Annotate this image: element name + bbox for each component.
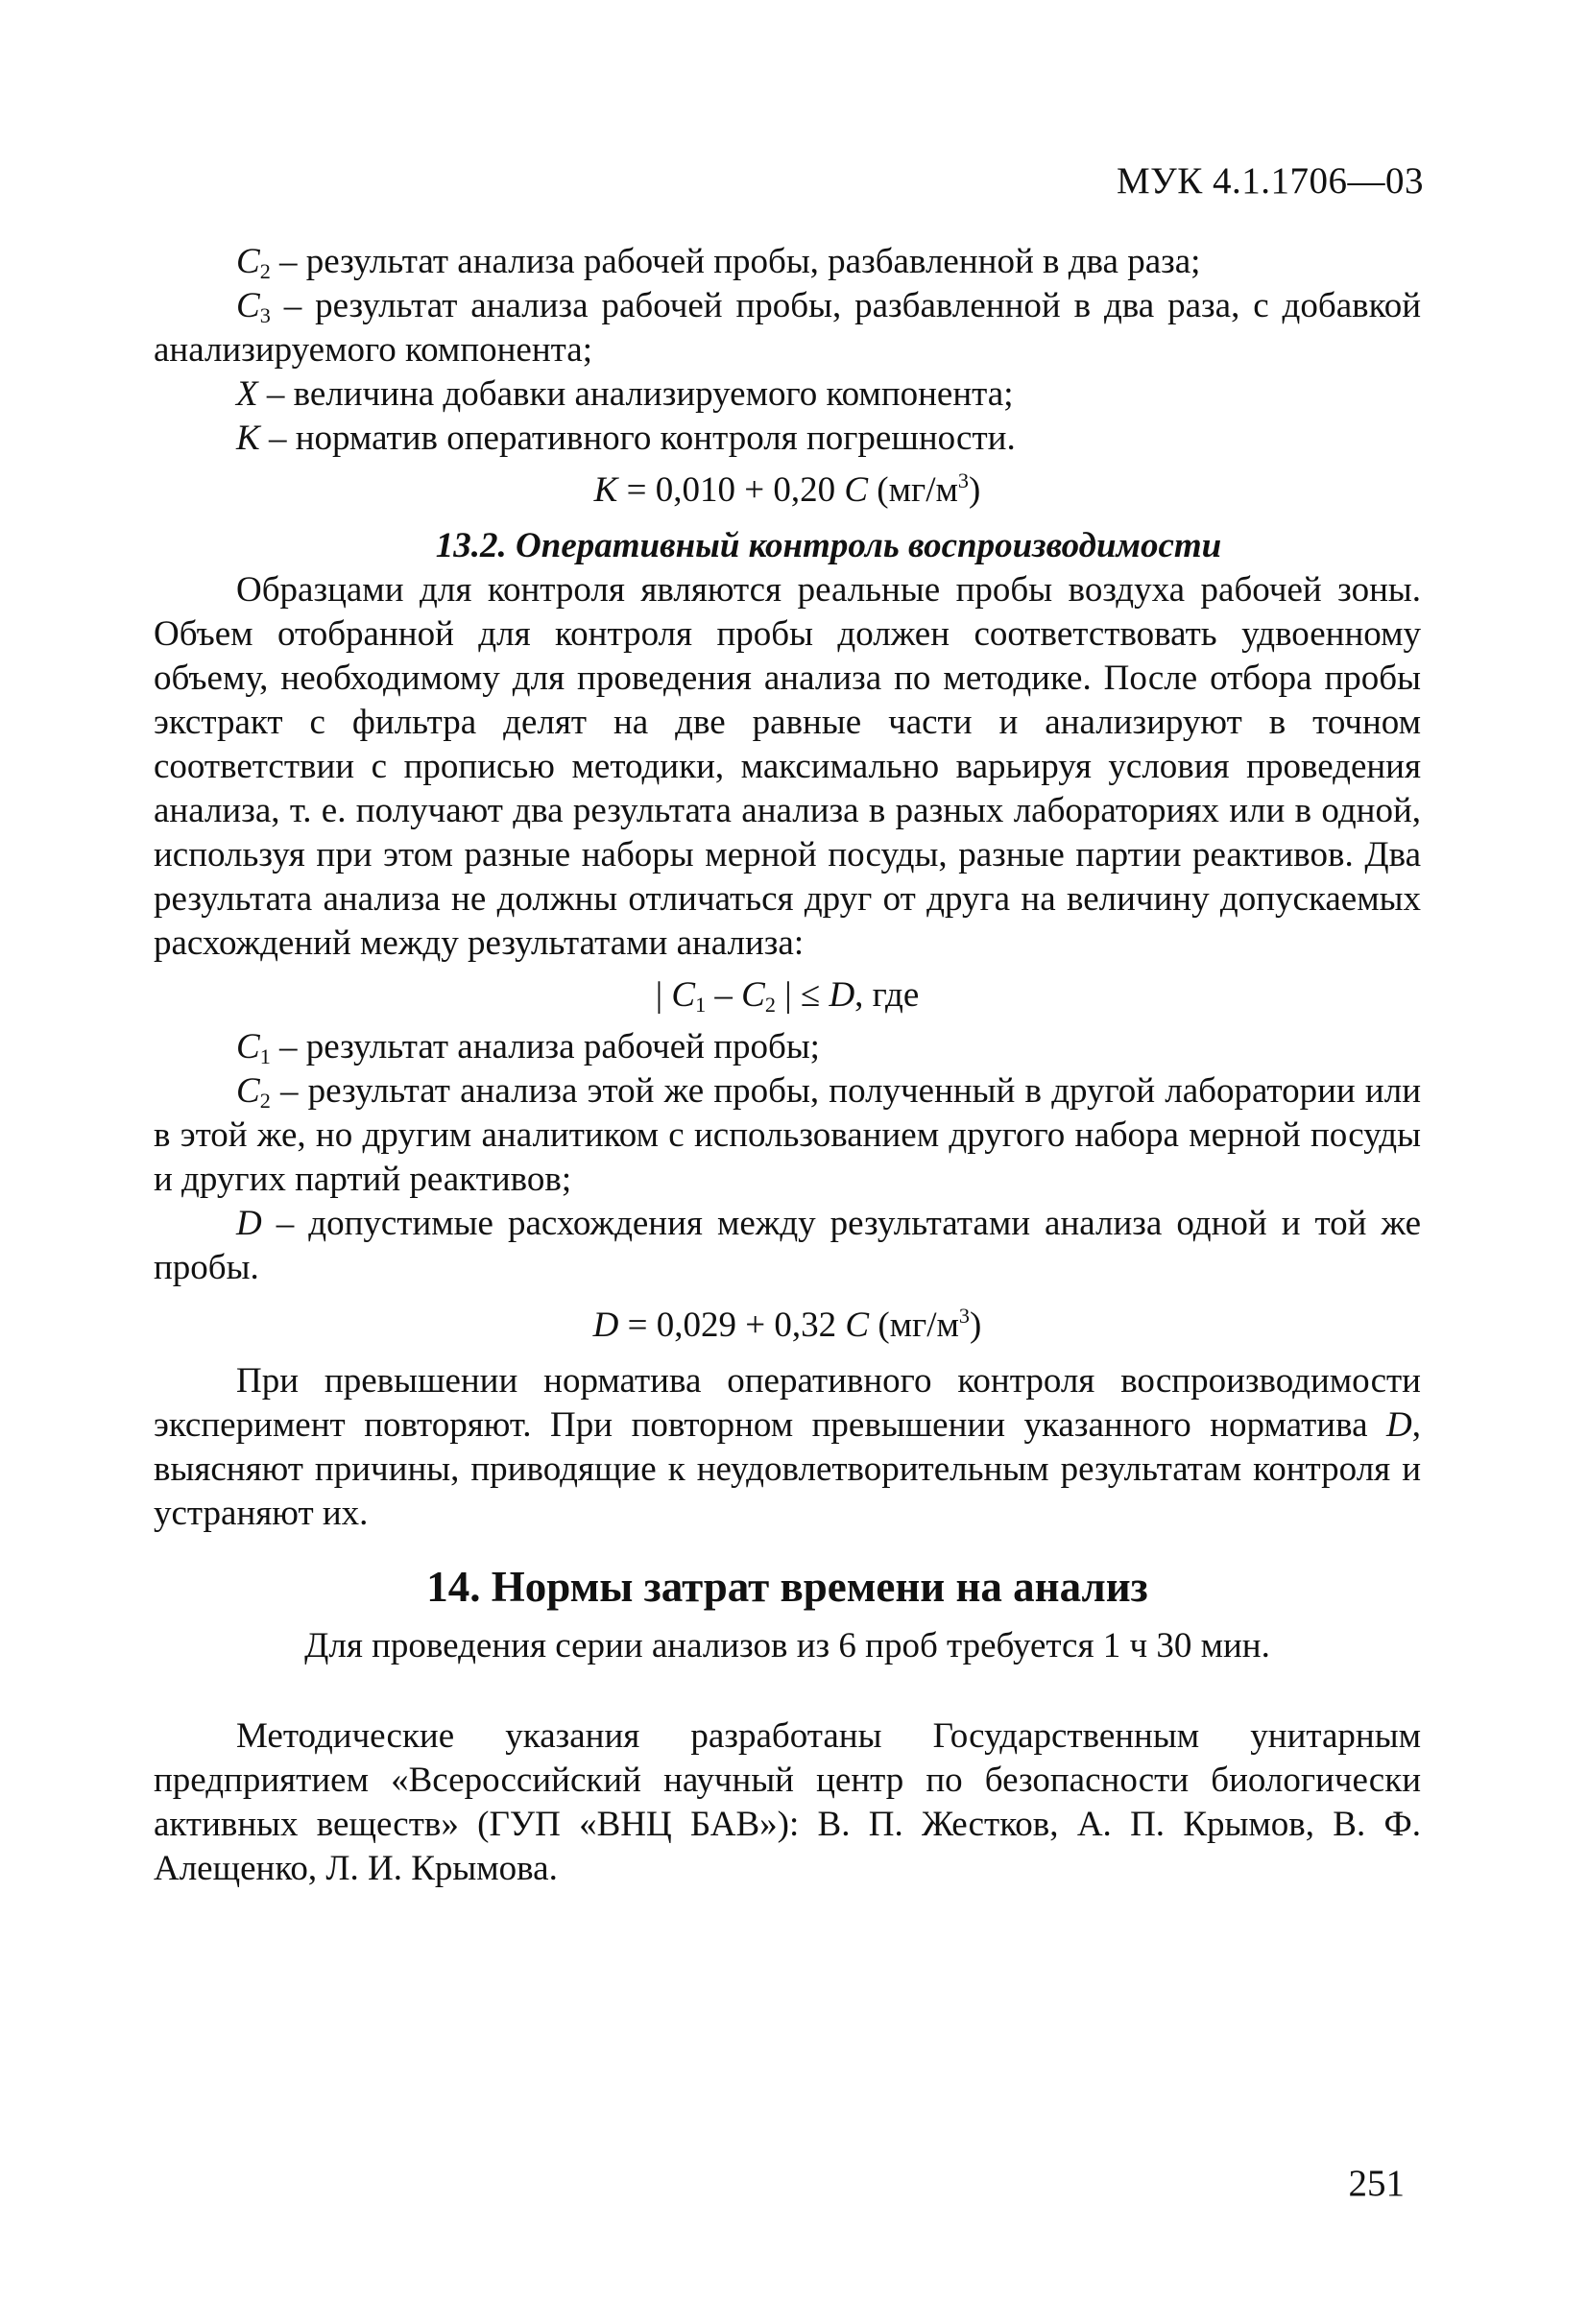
definition-d-mid: D – допустимые расхождения между результатами анализа одной и той же пробы. — [154, 1204, 1421, 1287]
spacer — [154, 1668, 1421, 1714]
page-content — [154, 240, 1421, 1891]
definition-k-top: K – норматив оперативного контроля погрешности. — [236, 419, 1016, 458]
formula-d: D = 0,029 + 0,32 C $(мг/м^3)$ — [592, 1304, 982, 1345]
definition-c2-mid: $C_2$ – результат анализа этой же пробы, полученный в другой лаборатории или в этой же, но другим аналитиком с использованием другого набора мерной посуды и других партий реактивов; — [154, 1071, 1421, 1199]
formula-difference: | $C_1 - C_2$ | ≤ D, где — [655, 975, 920, 1017]
time-norm-text: Для проведения серии анализов из 6 проб требуется 1 ч 30 мин. — [304, 1626, 1270, 1665]
section-heading-14: 14. Нормы затрат времени на анализ — [426, 1563, 1148, 1611]
page-number: 251 — [1348, 2163, 1405, 2204]
formula-k: K = 0,010 + 0,20 C $(мг/м^3)$ — [593, 468, 981, 510]
paragraph-exceeding-norm: При превышении норматива оперативного контроля воспроизводимости эксперимент повторяют. При повторном превышении указанного норматива D, выясняют причины, приводящие к неудовлетворительным результатам контроля и устраняют их. — [154, 1361, 1421, 1533]
subsection-heading-13-2: 13.2. Оперативный контроль воспроизводимости — [435, 526, 1222, 565]
definition-c2-top: $C_2$ – результат анализа рабочей пробы, разбавленной в два раза; — [236, 242, 1201, 283]
definition-c1-mid: $C_1$ – результат анализа рабочей пробы; — [236, 1027, 820, 1068]
paragraph-reproducibility: Образцами для контроля являются реальные пробы воздуха рабочей зоны. Объем отобранной для контроля пробы должен соответствовать удвоенному объему, необходимому для проведения анализа по методике. После отбора пробы экстракт с фильтра делят на две равные части и анализируют в точном соответствии с прописью методики, максимально варьируя условия проведения анализа, т. е. получают два результата анализа в разных лабораториях или в одной, используя при этом разные наборы мерной посуды, разные партии реактивов. Два результата анализа не должны отличаться друг от друга на величину допускаемых расхождений между результатами анализа: — [154, 570, 1421, 963]
definition-x-top: X – величина добавки анализируемого компонента; — [236, 374, 1014, 414]
document-code-header: МУК 4.1.1706—03 — [1116, 160, 1424, 202]
credits-paragraph: Методические указания разработаны Государственным унитарным предприятием «Всероссийский научный центр по безопасности биологически активных веществ» (ГУП «ВНЦ БАВ»): В. П. Жестков, А. П. Крымов, В. Ф. Алещенко, Л. И. Крымова. — [154, 1716, 1421, 1888]
definition-c3-top: $C_3$ – результат анализа рабочей пробы, разбавленной в два раза, с добавкой анализируемого компонента; — [154, 286, 1421, 370]
